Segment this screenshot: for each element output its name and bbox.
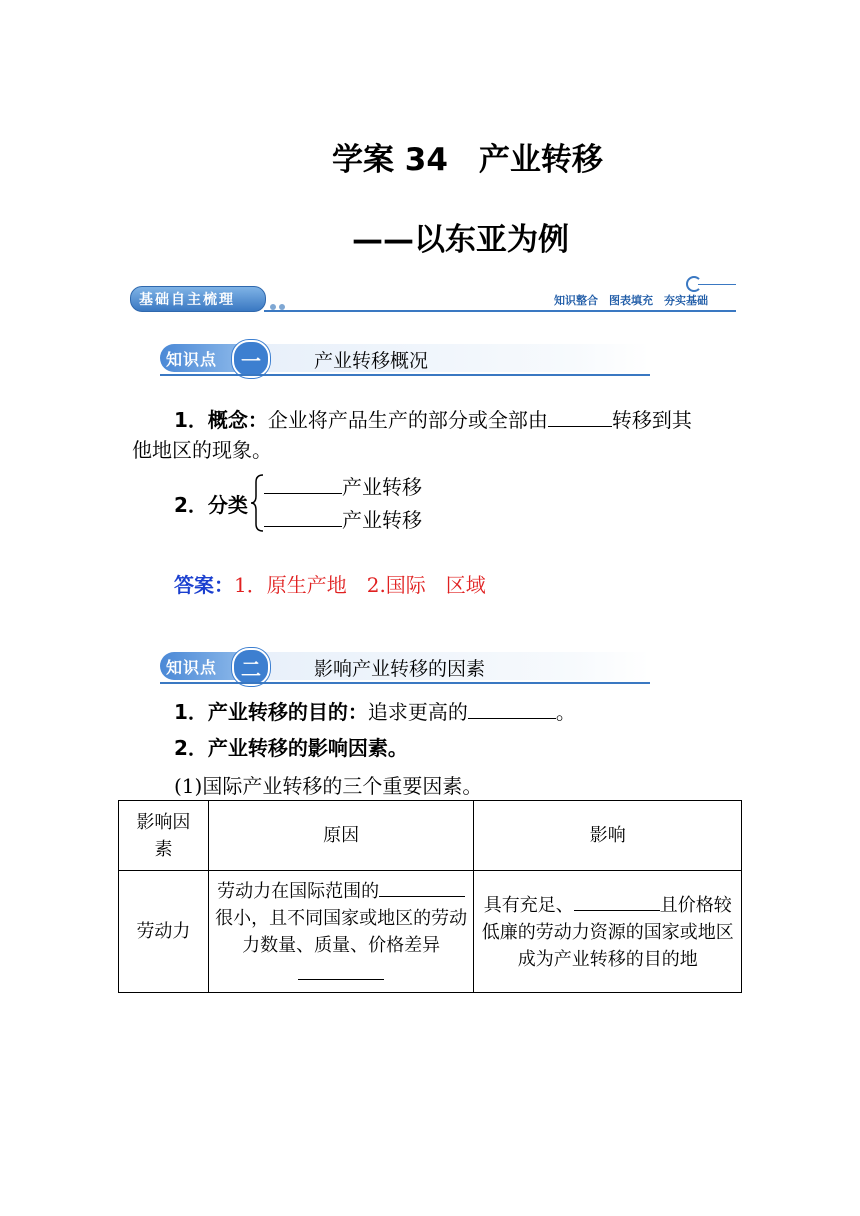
swirl-line <box>698 284 736 285</box>
effect-text-a: 具有充足、 <box>483 895 574 916</box>
table-header-cell: 影响 <box>474 801 742 871</box>
knowledge-point-1-header <box>160 340 650 376</box>
kp2-item-2: 2．产业转移的影响因素。 <box>174 736 408 760</box>
blank-field <box>379 876 465 897</box>
kp-title: 影响产业转移的因素 <box>314 658 486 680</box>
kp1-branch-2 <box>264 505 422 535</box>
kp-number: 二 <box>241 657 261 681</box>
table-cell-reason <box>208 871 474 993</box>
kp-number-circle <box>232 648 270 686</box>
factors-table <box>118 800 742 993</box>
kp2-item1-prefix: 1．产业转移的目的： <box>174 700 368 724</box>
blank-field <box>468 698 556 719</box>
kp2-item1-text: 追求更高的 <box>367 700 468 724</box>
reason-text-a: 劳动力在国际范围的 <box>217 880 380 902</box>
kp-badge-label: 知识点 <box>166 350 218 369</box>
knowledge-point-2-header <box>160 648 650 684</box>
kp2-item-3: (1)国际产业转移的三个重要因素。 <box>174 774 483 798</box>
kp1-item2-label: 2．分类 <box>174 493 248 517</box>
kp-underline <box>160 682 650 684</box>
banner-pill <box>130 286 266 312</box>
effect-text-b: 且价格较低廉的劳动力资源的国家或地区成为产业转移的目的地 <box>481 895 734 970</box>
kp1-item1-prefix: 1．概念： <box>174 408 268 432</box>
kp1-branch-1 <box>264 472 422 502</box>
table-row <box>119 871 742 993</box>
table-cell-factor: 劳动力 <box>119 871 209 993</box>
section-banner <box>130 286 736 312</box>
kp-title: 产业转移概况 <box>314 350 429 372</box>
kp2-item1-end: 。 <box>555 700 576 724</box>
blank-field <box>264 473 342 494</box>
kp1-item-1 <box>174 405 692 435</box>
brace-icon <box>250 474 264 532</box>
kp1-branch1-label: 产业转移 <box>342 475 422 499</box>
answer-text: 1．原生产地 2.国际 区域 <box>234 573 486 597</box>
banner-right-label: 知识整合 图表填充 夯实基础 <box>554 294 708 307</box>
blank-field <box>298 959 384 980</box>
kp-number: 一 <box>241 349 261 373</box>
kp1-answer <box>174 570 486 600</box>
kp1-branch2-label: 产业转移 <box>342 508 422 532</box>
table-cell-effect <box>474 871 742 993</box>
answer-label: 答案： <box>174 573 234 597</box>
table-header-cell: 影响因素 <box>119 801 209 871</box>
blank-field <box>574 890 660 911</box>
table-header-row <box>119 801 742 871</box>
page-subtitle: ——以东亚为例 <box>352 222 569 258</box>
kp-number-circle <box>232 340 270 378</box>
page-title: 学案 34 产业转移 <box>332 142 603 178</box>
table-header-cell: 原因 <box>208 801 474 871</box>
kp1-item1-text-b: 转移到其 <box>611 408 692 432</box>
blank-field <box>548 406 612 427</box>
kp-badge-label: 知识点 <box>166 658 218 677</box>
kp1-item-1-cont: 他地区的现象。 <box>132 438 272 462</box>
reason-text-b: 很小，且不同国家或地区的劳动力数量、质量、价格差异 <box>215 907 468 956</box>
kp-underline <box>160 374 650 376</box>
banner-underline <box>264 310 736 312</box>
kp1-item1-text-a: 企业将产品生产的部分或全部由 <box>267 408 548 432</box>
kp2-item-1 <box>174 697 576 727</box>
blank-field <box>264 506 342 527</box>
banner-left-label: 基础自主梳理 <box>139 292 235 308</box>
